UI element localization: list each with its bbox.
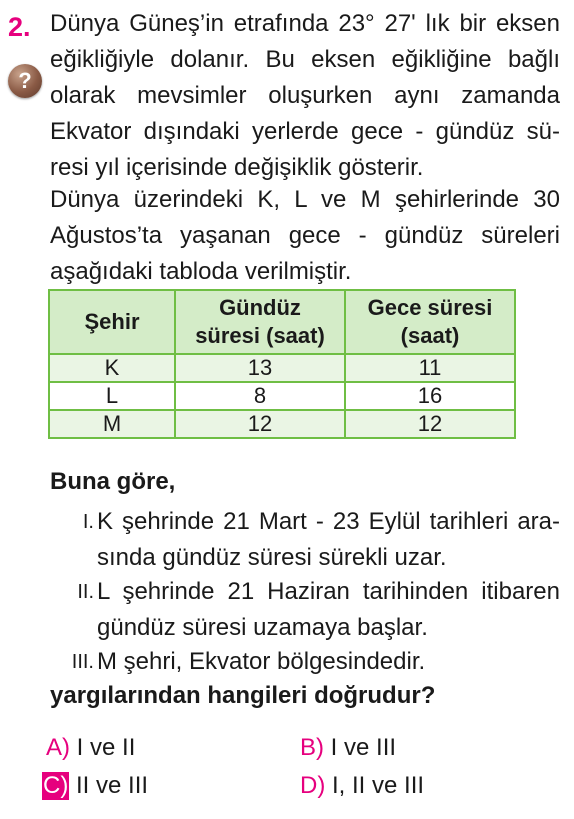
table-row <box>49 410 515 438</box>
question-paragraph-2 <box>50 182 560 290</box>
paragraph-line: Ekvator dışındaki yerlerde gece - gündüz sü- <box>50 118 560 145</box>
option-a[interactable] <box>46 734 135 762</box>
hint-question-icon[interactable]: ? <box>8 64 42 98</box>
header-city: Şehir <box>49 290 175 354</box>
paragraph-line: resi yıl içerisinde değişiklik gösterir. <box>50 154 424 181</box>
lead-text: Buna göre, <box>50 468 176 495</box>
cell-city: M <box>49 410 175 438</box>
header-night-line-2: (saat) <box>400 323 460 348</box>
statement-numeral: I. <box>82 511 94 533</box>
cell-day: 12 <box>175 410 345 438</box>
option-text: II ve III <box>76 772 149 799</box>
cell-day: 8 <box>175 382 345 410</box>
statement-line: gündüz süresi uzamaya başlar. <box>97 614 428 641</box>
paragraph-line: Dünya üzerindeki K, L ve M şehirlerinde 30 <box>50 186 560 213</box>
option-text: I ve III <box>330 734 397 761</box>
option-b[interactable] <box>300 734 396 762</box>
option-text: I, II ve III <box>332 772 425 799</box>
statement-numeral: II. <box>77 581 94 603</box>
cell-night: 16 <box>345 382 515 410</box>
header-night-duration <box>345 290 515 354</box>
option-letter: B) <box>300 734 324 761</box>
option-text: I ve II <box>76 734 136 761</box>
paragraph-line: Dünya Güneş’in etrafında 23° 27ʹ lık bir eksen <box>50 10 560 37</box>
statement-numeral: III. <box>71 651 94 673</box>
statement-line: K şehrinde 21 Mart - 23 Eylül tarihleri ara- <box>97 508 560 535</box>
table-header-row <box>49 290 515 354</box>
option-letter: D) <box>300 772 326 799</box>
cell-night: 11 <box>345 354 515 382</box>
option-c-selected[interactable] <box>42 772 148 800</box>
paragraph-line: Ağustos’ta yaşanan gece - gündüz süreleri <box>50 222 560 249</box>
day-night-table <box>48 289 516 439</box>
option-d[interactable] <box>300 772 424 800</box>
header-day-line-1: Gündüz <box>219 295 301 320</box>
question-prompt: yargılarından hangileri doğrudur? <box>50 682 436 709</box>
table-row <box>49 354 515 382</box>
cell-city: L <box>49 382 175 410</box>
statement-text <box>97 504 560 576</box>
option-letter: A) <box>46 734 70 761</box>
paragraph-line: aşağıdaki tabloda verilmiştir. <box>50 258 352 285</box>
question-paragraph-1 <box>50 6 560 186</box>
question-number: 2. <box>8 12 31 42</box>
cell-night: 12 <box>345 410 515 438</box>
paragraph-line: olarak mevsimler oluşurken aynı zamanda <box>50 82 560 109</box>
statement-text <box>97 644 560 680</box>
statement-line: sında gündüz süresi sürekli uzar. <box>97 544 447 571</box>
option-letter-highlighted: C) <box>43 772 69 799</box>
statement-text <box>97 574 560 646</box>
cell-day: 13 <box>175 354 345 382</box>
paragraph-line: eğikliğiyle dolanır. Bu eksen eğikliğine bağlı <box>50 46 560 73</box>
statement-line: M şehri, Ekvator bölgesindedir. <box>97 648 426 675</box>
header-night-line-1: Gece süresi <box>367 295 493 320</box>
statement-line: L şehrinde 21 Haziran tarihinden itibaren <box>97 578 560 605</box>
cell-city: K <box>49 354 175 382</box>
header-day-duration <box>175 290 345 354</box>
header-day-line-2: süresi (saat) <box>195 323 325 348</box>
table-row <box>49 382 515 410</box>
